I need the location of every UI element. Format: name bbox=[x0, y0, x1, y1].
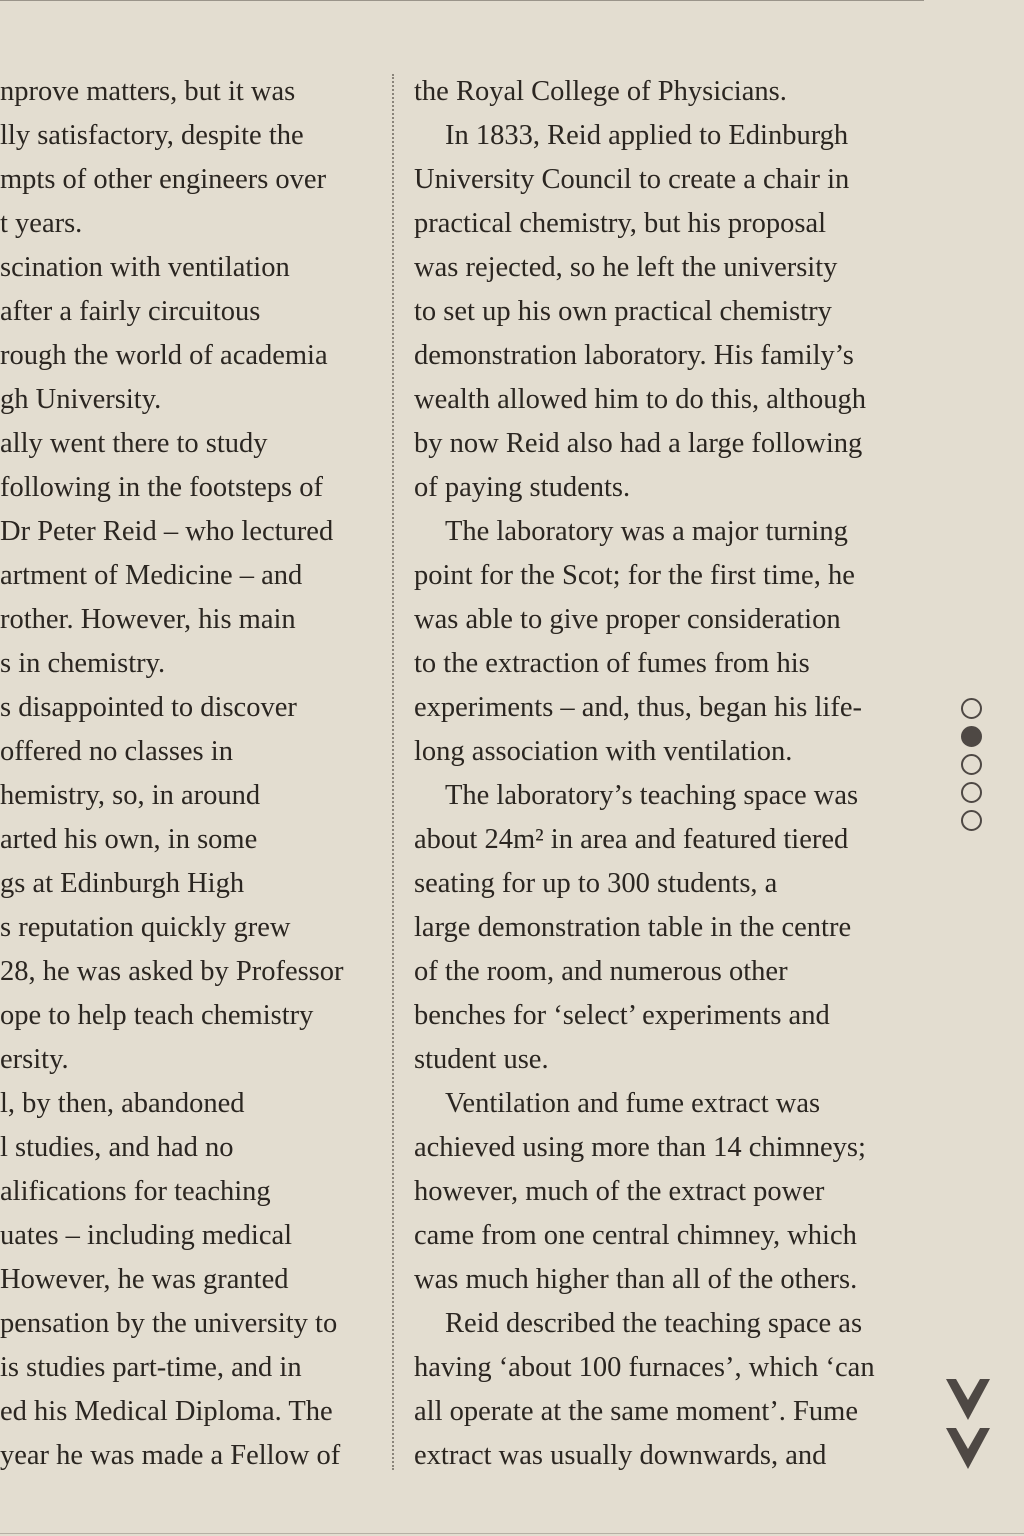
text-line: In 1833, Reid applied to Edinburgh bbox=[445, 120, 849, 151]
text-line: l, by then, abandoned bbox=[0, 1088, 245, 1119]
text-line: was much higher than all of the others. bbox=[414, 1264, 858, 1295]
text-line: s reputation quickly grew bbox=[0, 912, 291, 943]
text-line: experiments – and, thus, began his life- bbox=[414, 692, 862, 723]
text-line: alifications for teaching bbox=[0, 1176, 271, 1207]
text-line: achieved using more than 14 chimneys; bbox=[414, 1132, 866, 1163]
text-line: is studies part-time, and in bbox=[0, 1352, 302, 1383]
text-line: arted his own, in some bbox=[0, 824, 258, 855]
text-line: demonstration laboratory. His family’s bbox=[414, 340, 854, 371]
text-line: rough the world of academia bbox=[0, 340, 328, 371]
text-line: following in the footsteps of bbox=[0, 472, 323, 503]
text-line: was able to give proper consideration bbox=[414, 604, 841, 635]
page-dot[interactable] bbox=[961, 754, 982, 775]
bottom-rule bbox=[0, 1533, 1024, 1534]
left-text-column bbox=[0, 70, 384, 1478]
text-line: came from one central chimney, which bbox=[414, 1220, 857, 1251]
text-line: however, much of the extract power bbox=[414, 1176, 825, 1207]
page-dot[interactable] bbox=[961, 698, 982, 719]
text-line: practical chemistry, but his proposal bbox=[414, 208, 827, 239]
double-chevron-down-icon bbox=[946, 1376, 990, 1474]
text-line: seating for up to 300 students, a bbox=[414, 868, 778, 899]
text-line: extract was usually downwards, and bbox=[414, 1440, 827, 1471]
page-dot-active[interactable] bbox=[961, 726, 982, 747]
text-line: 28, he was asked by Professor bbox=[0, 956, 344, 987]
text-line: Dr Peter Reid – who lectured bbox=[0, 516, 334, 547]
text-line: rother. However, his main bbox=[0, 604, 296, 635]
text-line: However, he was granted bbox=[0, 1264, 289, 1295]
page-dot[interactable] bbox=[961, 810, 982, 831]
text-line: having ‘about 100 furnaces’, which ‘can bbox=[414, 1352, 875, 1383]
text-line: hemistry, so, in around bbox=[0, 780, 261, 811]
text-line: Ventilation and fume extract was bbox=[445, 1088, 821, 1119]
text-line: s disappointed to discover bbox=[0, 692, 297, 723]
text-line: of the room, and numerous other bbox=[414, 956, 788, 987]
text-line: ally went there to study bbox=[0, 428, 268, 459]
text-line: the Royal College of Physicians. bbox=[414, 76, 787, 107]
text-line: Reid described the teaching space as bbox=[445, 1308, 863, 1339]
text-line: The laboratory’s teaching space was bbox=[445, 780, 859, 811]
text-line: pensation by the university to bbox=[0, 1308, 338, 1339]
text-line: about 24m² in area and featured tiered bbox=[414, 824, 849, 855]
text-line: after a fairly circuitous bbox=[0, 296, 261, 327]
text-line: l studies, and had no bbox=[0, 1132, 234, 1163]
text-line: gh University. bbox=[0, 384, 162, 415]
text-line: wealth allowed him to do this, although bbox=[414, 384, 866, 415]
text-line: to the extraction of fumes from his bbox=[414, 648, 810, 679]
text-line: ope to help teach chemistry bbox=[0, 1000, 314, 1031]
text-line: all operate at the same moment’. Fume bbox=[414, 1396, 858, 1427]
text-line: University Council to create a chair in bbox=[414, 164, 850, 195]
top-rule bbox=[0, 0, 924, 1]
scroll-down-button[interactable] bbox=[946, 1376, 990, 1474]
text-line: gs at Edinburgh High bbox=[0, 868, 245, 899]
text-line: ed his Medical Diploma. The bbox=[0, 1396, 333, 1427]
text-line: ersity. bbox=[0, 1044, 69, 1075]
text-line: The laboratory was a major turning bbox=[445, 516, 848, 547]
text-line: nprove matters, but it was bbox=[0, 76, 296, 107]
text-line: year he was made a Fellow of bbox=[0, 1440, 341, 1471]
text-line: uates – including medical bbox=[0, 1220, 293, 1251]
text-line: by now Reid also had a large following bbox=[414, 428, 863, 459]
page-indicator bbox=[961, 698, 987, 838]
text-line: benches for ‘select’ experiments and bbox=[414, 1000, 830, 1031]
text-line: was rejected, so he left the university bbox=[414, 252, 838, 283]
text-line: t years. bbox=[0, 208, 83, 239]
text-line: long association with ventilation. bbox=[414, 736, 793, 767]
column-divider bbox=[392, 74, 394, 1470]
text-line: large demonstration table in the centre bbox=[414, 912, 852, 943]
text-line: artment of Medicine – and bbox=[0, 560, 303, 591]
text-line: to set up his own practical chemistry bbox=[414, 296, 832, 327]
text-line: point for the Scot; for the first time, he bbox=[414, 560, 855, 591]
text-line: of paying students. bbox=[414, 472, 631, 503]
text-line: s in chemistry. bbox=[0, 648, 166, 679]
right-text-column bbox=[414, 70, 930, 1478]
text-line: student use. bbox=[414, 1044, 549, 1075]
page-dot[interactable] bbox=[961, 782, 982, 803]
text-line: lly satisfactory, despite the bbox=[0, 120, 304, 151]
text-line: scination with ventilation bbox=[0, 252, 290, 283]
text-line: offered no classes in bbox=[0, 736, 233, 767]
text-line: mpts of other engineers over bbox=[0, 164, 327, 195]
